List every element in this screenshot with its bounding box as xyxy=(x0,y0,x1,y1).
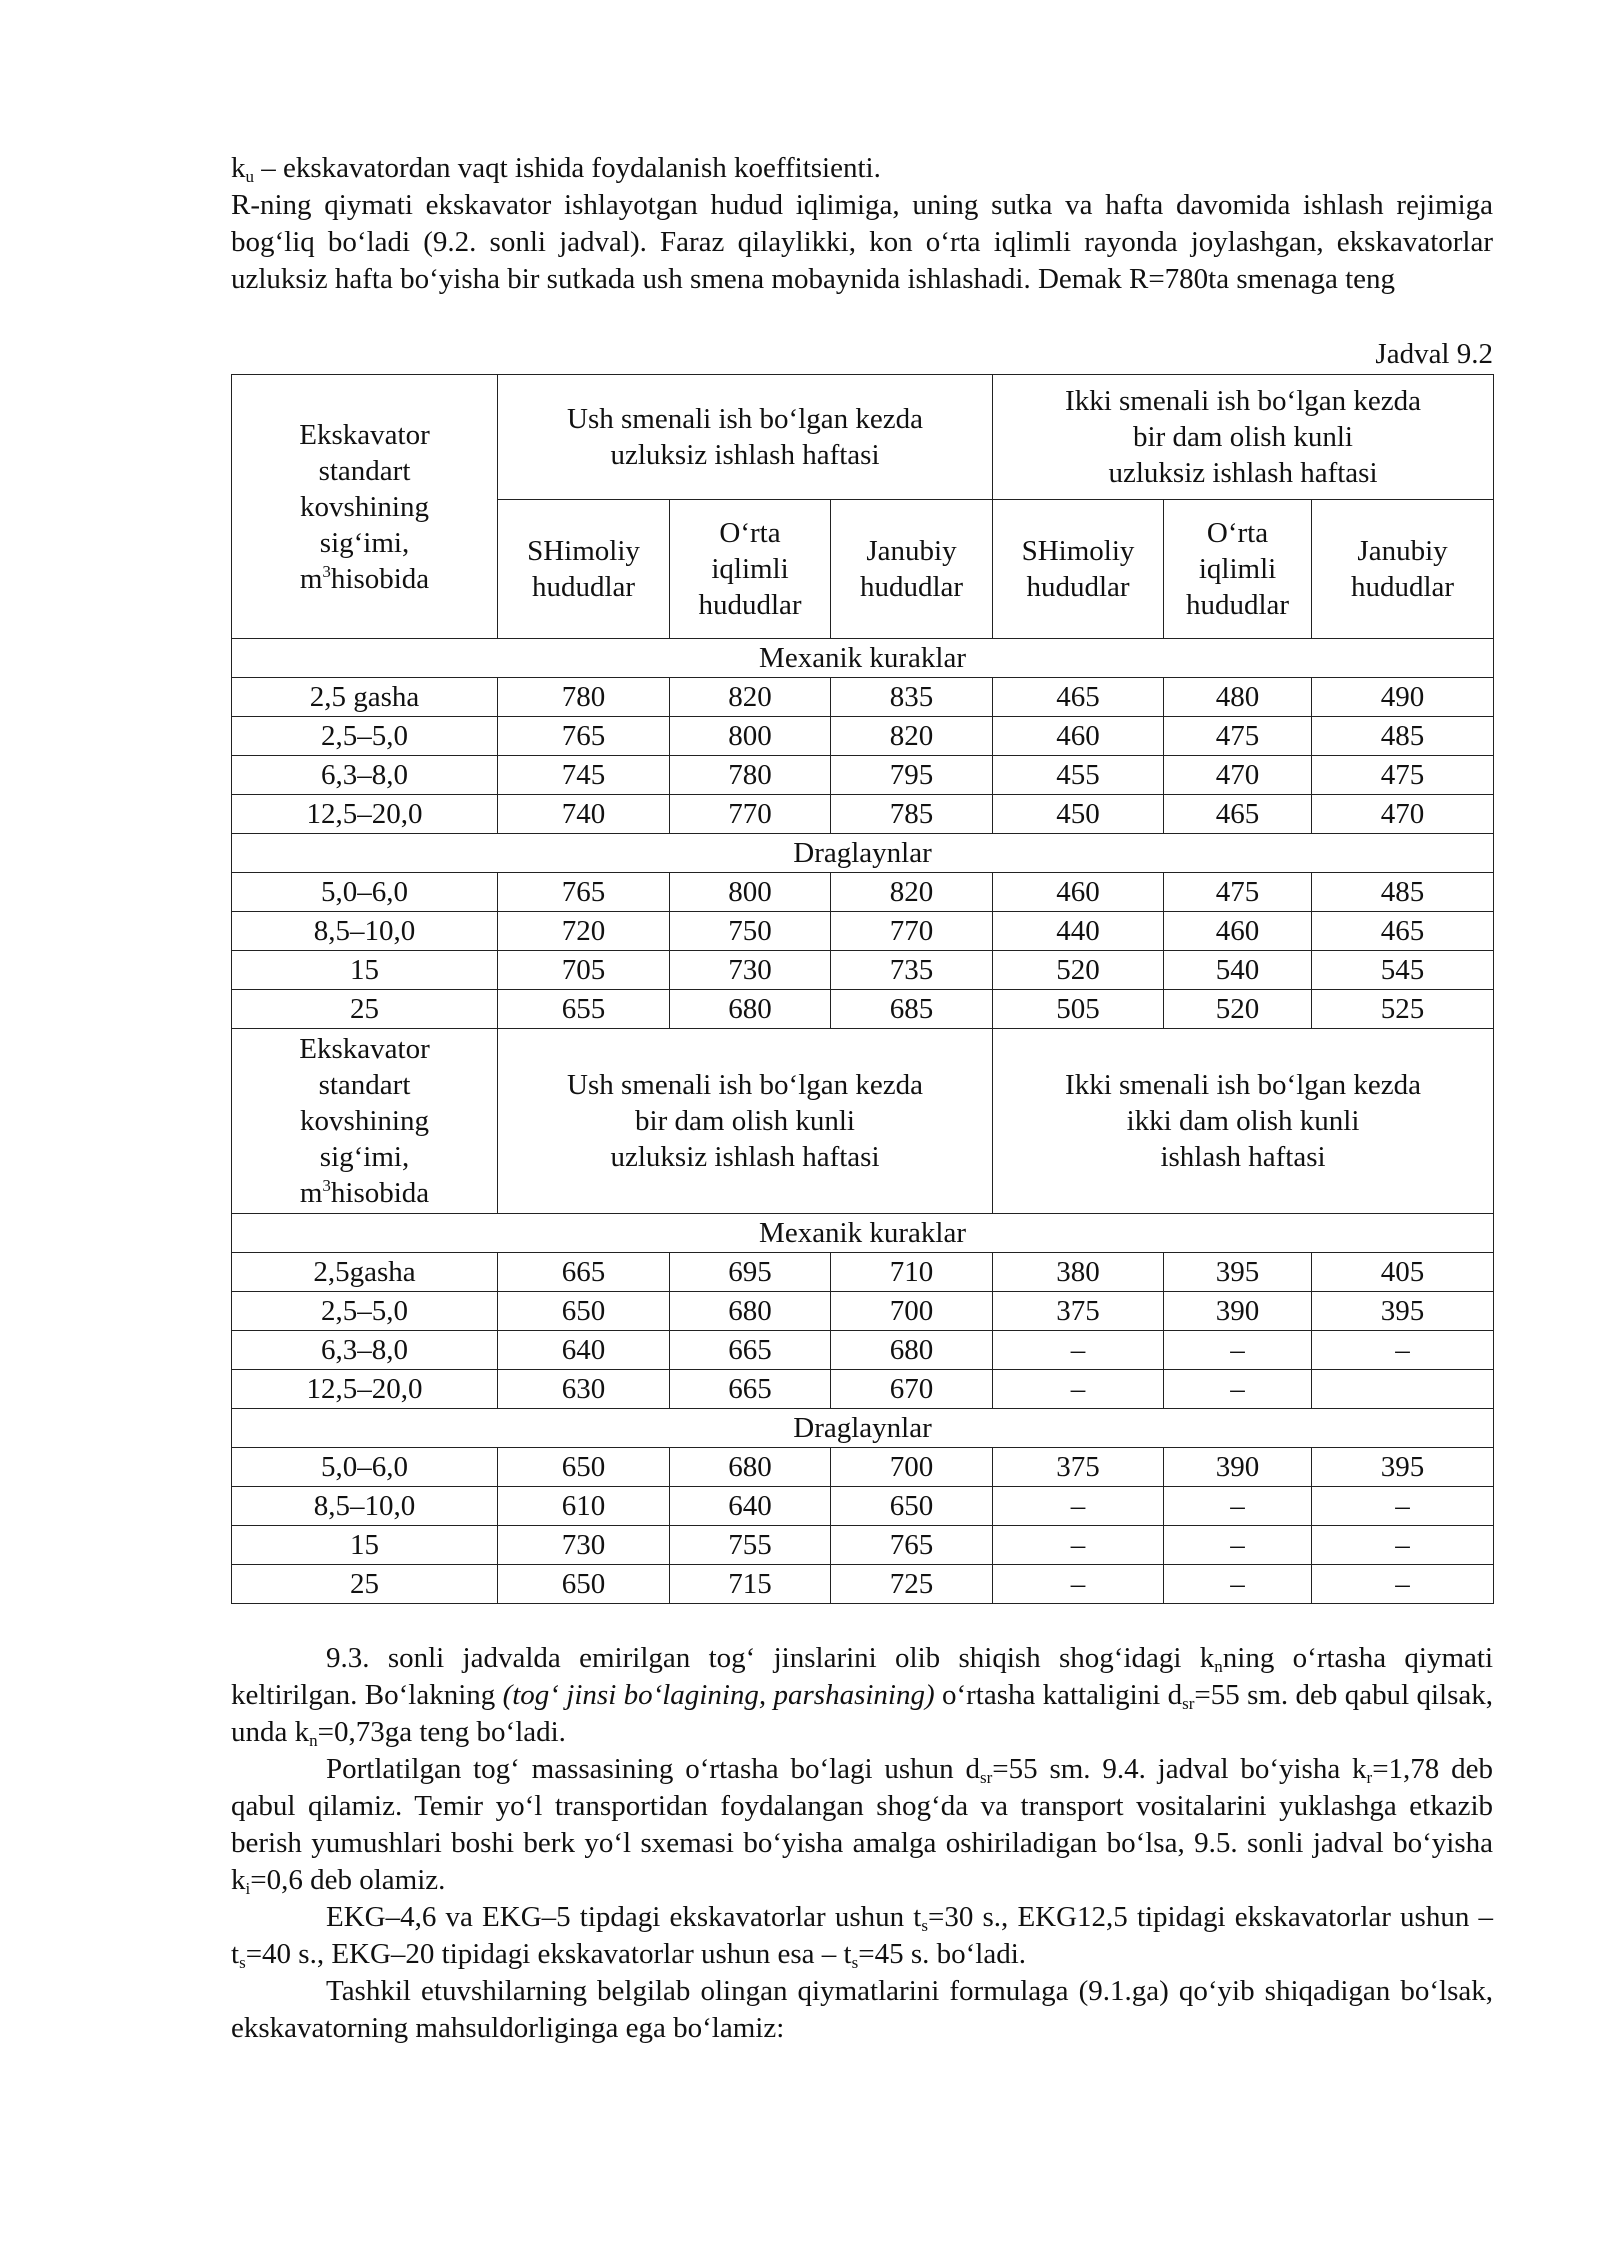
row-value-cell: 395 xyxy=(1312,1292,1494,1331)
table-row xyxy=(232,1370,1494,1409)
row-capacity-cell: 12,5–20,0 xyxy=(232,1370,498,1409)
row-value-cell: 695 xyxy=(670,1253,831,1292)
table-row xyxy=(232,1253,1494,1292)
row-value-cell: – xyxy=(993,1487,1164,1526)
row-capacity-cell: 2,5–5,0 xyxy=(232,717,498,756)
row-value-cell: 465 xyxy=(1164,795,1312,834)
row-value-cell: 745 xyxy=(498,756,670,795)
row-value-cell: 780 xyxy=(670,756,831,795)
row-value-cell: 465 xyxy=(1312,912,1494,951)
row-capacity-cell: 15 xyxy=(232,951,498,990)
subheader-north: SHimoliy hududlar xyxy=(993,500,1164,639)
row-value-cell: 390 xyxy=(1164,1448,1312,1487)
group-header-two-shift: Ikki smenali ish bo‘lgan kezda bir dam olish kunli uzluksiz ishlash haftasi xyxy=(993,375,1494,500)
row-value-cell: 455 xyxy=(993,756,1164,795)
table-row xyxy=(232,1331,1494,1370)
row-value-cell: 375 xyxy=(993,1292,1164,1331)
row-capacity-cell: 6,3–8,0 xyxy=(232,1331,498,1370)
group-header-three-shift-one-rest: Ush smenali ish bo‘lgan kezda bir dam olish kunli uzluksiz ishlash haftasi xyxy=(498,1029,993,1214)
row-capacity-cell: 2,5gasha xyxy=(232,1253,498,1292)
row-value-cell: 715 xyxy=(670,1565,831,1604)
section-title: Mexanik kuraklar xyxy=(232,639,1494,678)
row-value-cell: – xyxy=(993,1370,1164,1409)
table-row xyxy=(232,795,1494,834)
col-header-capacity: Ekskavator standart kovshining sig‘imi, $m^3hisobida$ xyxy=(232,1029,498,1214)
row-value-cell: 475 xyxy=(1164,717,1312,756)
table-row xyxy=(232,1565,1494,1604)
row-value-cell: 820 xyxy=(670,678,831,717)
row-value-cell: 820 xyxy=(831,717,993,756)
row-value-cell: 450 xyxy=(993,795,1164,834)
row-value-cell: 650 xyxy=(498,1565,670,1604)
row-value-cell: – xyxy=(1312,1331,1494,1370)
row-value-cell: 485 xyxy=(1312,873,1494,912)
row-capacity-cell: 15 xyxy=(232,1526,498,1565)
row-value-cell: 670 xyxy=(831,1370,993,1409)
row-value-cell: 470 xyxy=(1164,756,1312,795)
row-value-cell: 650 xyxy=(831,1487,993,1526)
row-value-cell: 460 xyxy=(993,873,1164,912)
table-row xyxy=(232,1448,1494,1487)
row-value-cell: – xyxy=(993,1565,1164,1604)
row-value-cell: 680 xyxy=(670,1292,831,1331)
row-value-cell: 460 xyxy=(993,717,1164,756)
row-value-cell: 680 xyxy=(670,990,831,1029)
row-value-cell: 820 xyxy=(831,873,993,912)
row-value-cell: – xyxy=(993,1331,1164,1370)
row-value-cell: 440 xyxy=(993,912,1164,951)
table-row xyxy=(232,912,1494,951)
row-value-cell: – xyxy=(1164,1331,1312,1370)
paragraph-kn: 9.3. sonli jadvalda emirilgan tog‘ jinslarini olib shiqish shog‘idagi $k_nning$ o‘rtasha qiymati keltirilgan. Bo‘lakning (tog‘ jinsi bo‘lagining, parshasining) o‘rtasha kattaligini $d_{sr}=55$ sm. deb qabul qilsak, unda $k_n=0,73ga$ teng bo‘ladi. xyxy=(231,1642,1493,1750)
table-row xyxy=(232,1487,1494,1526)
row-value-cell: 740 xyxy=(498,795,670,834)
row-value-cell: 395 xyxy=(1164,1253,1312,1292)
col-header-capacity: Ekskavator standart kovshining sig‘imi, $m^3hisobida$ xyxy=(232,375,498,639)
row-value-cell: – xyxy=(1164,1526,1312,1565)
subheader-middle: O‘rta iqlimli hududlar xyxy=(670,500,831,639)
group-header-two-shift-two-rest: Ikki smenali ish bo‘lgan kezda ikki dam olish kunli ishlash haftasi xyxy=(993,1029,1494,1214)
row-value-cell: 780 xyxy=(498,678,670,717)
row-value-cell: 475 xyxy=(1312,756,1494,795)
row-value-cell: 665 xyxy=(670,1370,831,1409)
row-value-cell: 610 xyxy=(498,1487,670,1526)
document-page xyxy=(231,150,1493,2047)
row-value-cell: 765 xyxy=(498,873,670,912)
row-value-cell: – xyxy=(1164,1370,1312,1409)
row-value-cell: 770 xyxy=(831,912,993,951)
row-value-cell: 725 xyxy=(831,1565,993,1604)
row-value-cell: – xyxy=(1164,1565,1312,1604)
row-capacity-cell: 25 xyxy=(232,990,498,1029)
row-value-cell: 480 xyxy=(1164,678,1312,717)
row-value-cell: 405 xyxy=(1312,1253,1494,1292)
row-value-cell: 705 xyxy=(498,951,670,990)
row-value-cell: 795 xyxy=(831,756,993,795)
row-value-cell: 465 xyxy=(993,678,1164,717)
row-value-cell: 765 xyxy=(831,1526,993,1565)
row-value-cell: 640 xyxy=(670,1487,831,1526)
paragraph-formula: Tashkil etuvshilarning belgilab olingan qiymatlarini formulaga (9.1.ga) qo‘yib shiqadigan bo‘lsak, ekskavatorning mahsuldorliginga ega bo‘lamiz: xyxy=(231,1975,1493,2044)
ku-definition: $k_u$ – ekskavatordan vaqt ishida foydalanish koeffitsienti. xyxy=(231,152,881,186)
row-value-cell: 650 xyxy=(498,1292,670,1331)
row-value-cell: 785 xyxy=(831,795,993,834)
row-capacity-cell: 2,5 gasha xyxy=(232,678,498,717)
row-value-cell: 540 xyxy=(1164,951,1312,990)
subheader-south: Janubiy hududlar xyxy=(831,500,993,639)
row-value-cell: 730 xyxy=(670,951,831,990)
row-capacity-cell: 8,5–10,0 xyxy=(232,912,498,951)
table-row xyxy=(232,717,1494,756)
row-capacity-cell: 8,5–10,0 xyxy=(232,1487,498,1526)
paragraph-ts: EKG–4,6 va EKG–5 tipdagi ekskavatorlar ushun $t_s=30$ s., EKG12,5 tipidagi ekskavatorlar ushun – $t_s=40$ s., EKG–20 tipidagi ekskavatorlar ushun esa – $t_s=45$ s. bo‘ladi. xyxy=(231,1901,1493,1972)
table-row xyxy=(232,873,1494,912)
section-title: Draglaynlar xyxy=(232,834,1494,873)
table-row xyxy=(232,1526,1494,1565)
subheader-south: Janubiy hududlar xyxy=(1312,500,1494,639)
row-value-cell: 520 xyxy=(1164,990,1312,1029)
row-value-cell: 485 xyxy=(1312,717,1494,756)
row-value-cell: 395 xyxy=(1312,1448,1494,1487)
row-capacity-cell: 5,0–6,0 xyxy=(232,873,498,912)
intro-paragraph: R-ning qiymati ekskavator ishlayotgan hudud iqlimiga, uning sutka va hafta davomida ishlash rejimiga bog‘liq bo‘ladi (9.2. sonli jadval). Faraz qilaylikki, kon o‘rta iqlimli rayonda joylashgan, ekskavatorlar uzluksiz hafta bo‘yisha bir sutkada ush smena mobaynida ishlashadi. Demak R=780ta smenaga teng xyxy=(231,189,1493,295)
row-value-cell: 375 xyxy=(993,1448,1164,1487)
row-value-cell: 680 xyxy=(831,1331,993,1370)
row-value-cell: 655 xyxy=(498,990,670,1029)
row-value-cell: 800 xyxy=(670,717,831,756)
row-value-cell: 685 xyxy=(831,990,993,1029)
row-value-cell: 700 xyxy=(831,1448,993,1487)
row-value-cell: 490 xyxy=(1312,678,1494,717)
row-value-cell: 505 xyxy=(993,990,1164,1029)
section-title: Draglaynlar xyxy=(232,1409,1494,1448)
row-value-cell: 520 xyxy=(993,951,1164,990)
row-value-cell: – xyxy=(1312,1526,1494,1565)
row-value-cell: 700 xyxy=(831,1292,993,1331)
group-header-three-shift: Ush smenali ish bo‘lgan kezda uzluksiz ishlash haftasi xyxy=(498,375,993,500)
row-value-cell: 765 xyxy=(498,717,670,756)
table-9-2 xyxy=(231,374,1494,1604)
row-value-cell: 380 xyxy=(993,1253,1164,1292)
subheader-middle: O‘rta iqlimli hududlar xyxy=(1164,500,1312,639)
subheader-north: SHimoliy hududlar xyxy=(498,500,670,639)
row-capacity-cell: 12,5–20,0 xyxy=(232,795,498,834)
row-value-cell: 770 xyxy=(670,795,831,834)
row-value-cell: 735 xyxy=(831,951,993,990)
row-value-cell: 680 xyxy=(670,1448,831,1487)
table-row xyxy=(232,990,1494,1029)
row-value-cell: 710 xyxy=(831,1253,993,1292)
row-value-cell: 750 xyxy=(670,912,831,951)
row-value-cell: 665 xyxy=(498,1253,670,1292)
table-row xyxy=(232,1292,1494,1331)
row-capacity-cell: 25 xyxy=(232,1565,498,1604)
row-value-cell: 720 xyxy=(498,912,670,951)
row-value-cell: 460 xyxy=(1164,912,1312,951)
row-value-cell: 665 xyxy=(670,1331,831,1370)
table-label: Jadval 9.2 xyxy=(1375,338,1493,370)
row-capacity-cell: 6,3–8,0 xyxy=(232,756,498,795)
row-value-cell: – xyxy=(1312,1565,1494,1604)
row-value-cell: 545 xyxy=(1312,951,1494,990)
section-title: Mexanik kuraklar xyxy=(232,1214,1494,1253)
row-value-cell: 640 xyxy=(498,1331,670,1370)
row-value-cell: – xyxy=(1312,1487,1494,1526)
row-value-cell: 800 xyxy=(670,873,831,912)
row-value-cell: – xyxy=(993,1526,1164,1565)
table-row xyxy=(232,756,1494,795)
row-value-cell: – xyxy=(1164,1487,1312,1526)
row-value-cell: 470 xyxy=(1312,795,1494,834)
row-value-cell: 475 xyxy=(1164,873,1312,912)
row-value-cell: 730 xyxy=(498,1526,670,1565)
table-row xyxy=(232,678,1494,717)
table-row xyxy=(232,951,1494,990)
row-capacity-cell: 5,0–6,0 xyxy=(232,1448,498,1487)
row-value-cell: 755 xyxy=(670,1526,831,1565)
row-value-cell: 630 xyxy=(498,1370,670,1409)
row-value-cell: 835 xyxy=(831,678,993,717)
row-value-cell: 390 xyxy=(1164,1292,1312,1331)
paragraph-kr-ki: Portlatilgan tog‘ massasining o‘rtasha bo‘lagi ushun $d_{sr}=55$ sm. 9.4. jadval bo‘yisha $k_r=1,78$ deb qabul qilamiz. Temir yo‘l transportidan foydalangan shog‘da va transport vositalarini yuklashga etkazib berish yumushlari boshi berk yo‘l sxemasi bo‘yisha amalga oshiriladigan bo‘lsa, 9.5. sonli jadval bo‘yisha $k_i=0,6$ deb olamiz. xyxy=(231,1753,1493,1898)
row-value-cell: 650 xyxy=(498,1448,670,1487)
row-value-cell: 525 xyxy=(1312,990,1494,1029)
row-value-cell xyxy=(1312,1370,1494,1409)
row-capacity-cell: 2,5–5,0 xyxy=(232,1292,498,1331)
